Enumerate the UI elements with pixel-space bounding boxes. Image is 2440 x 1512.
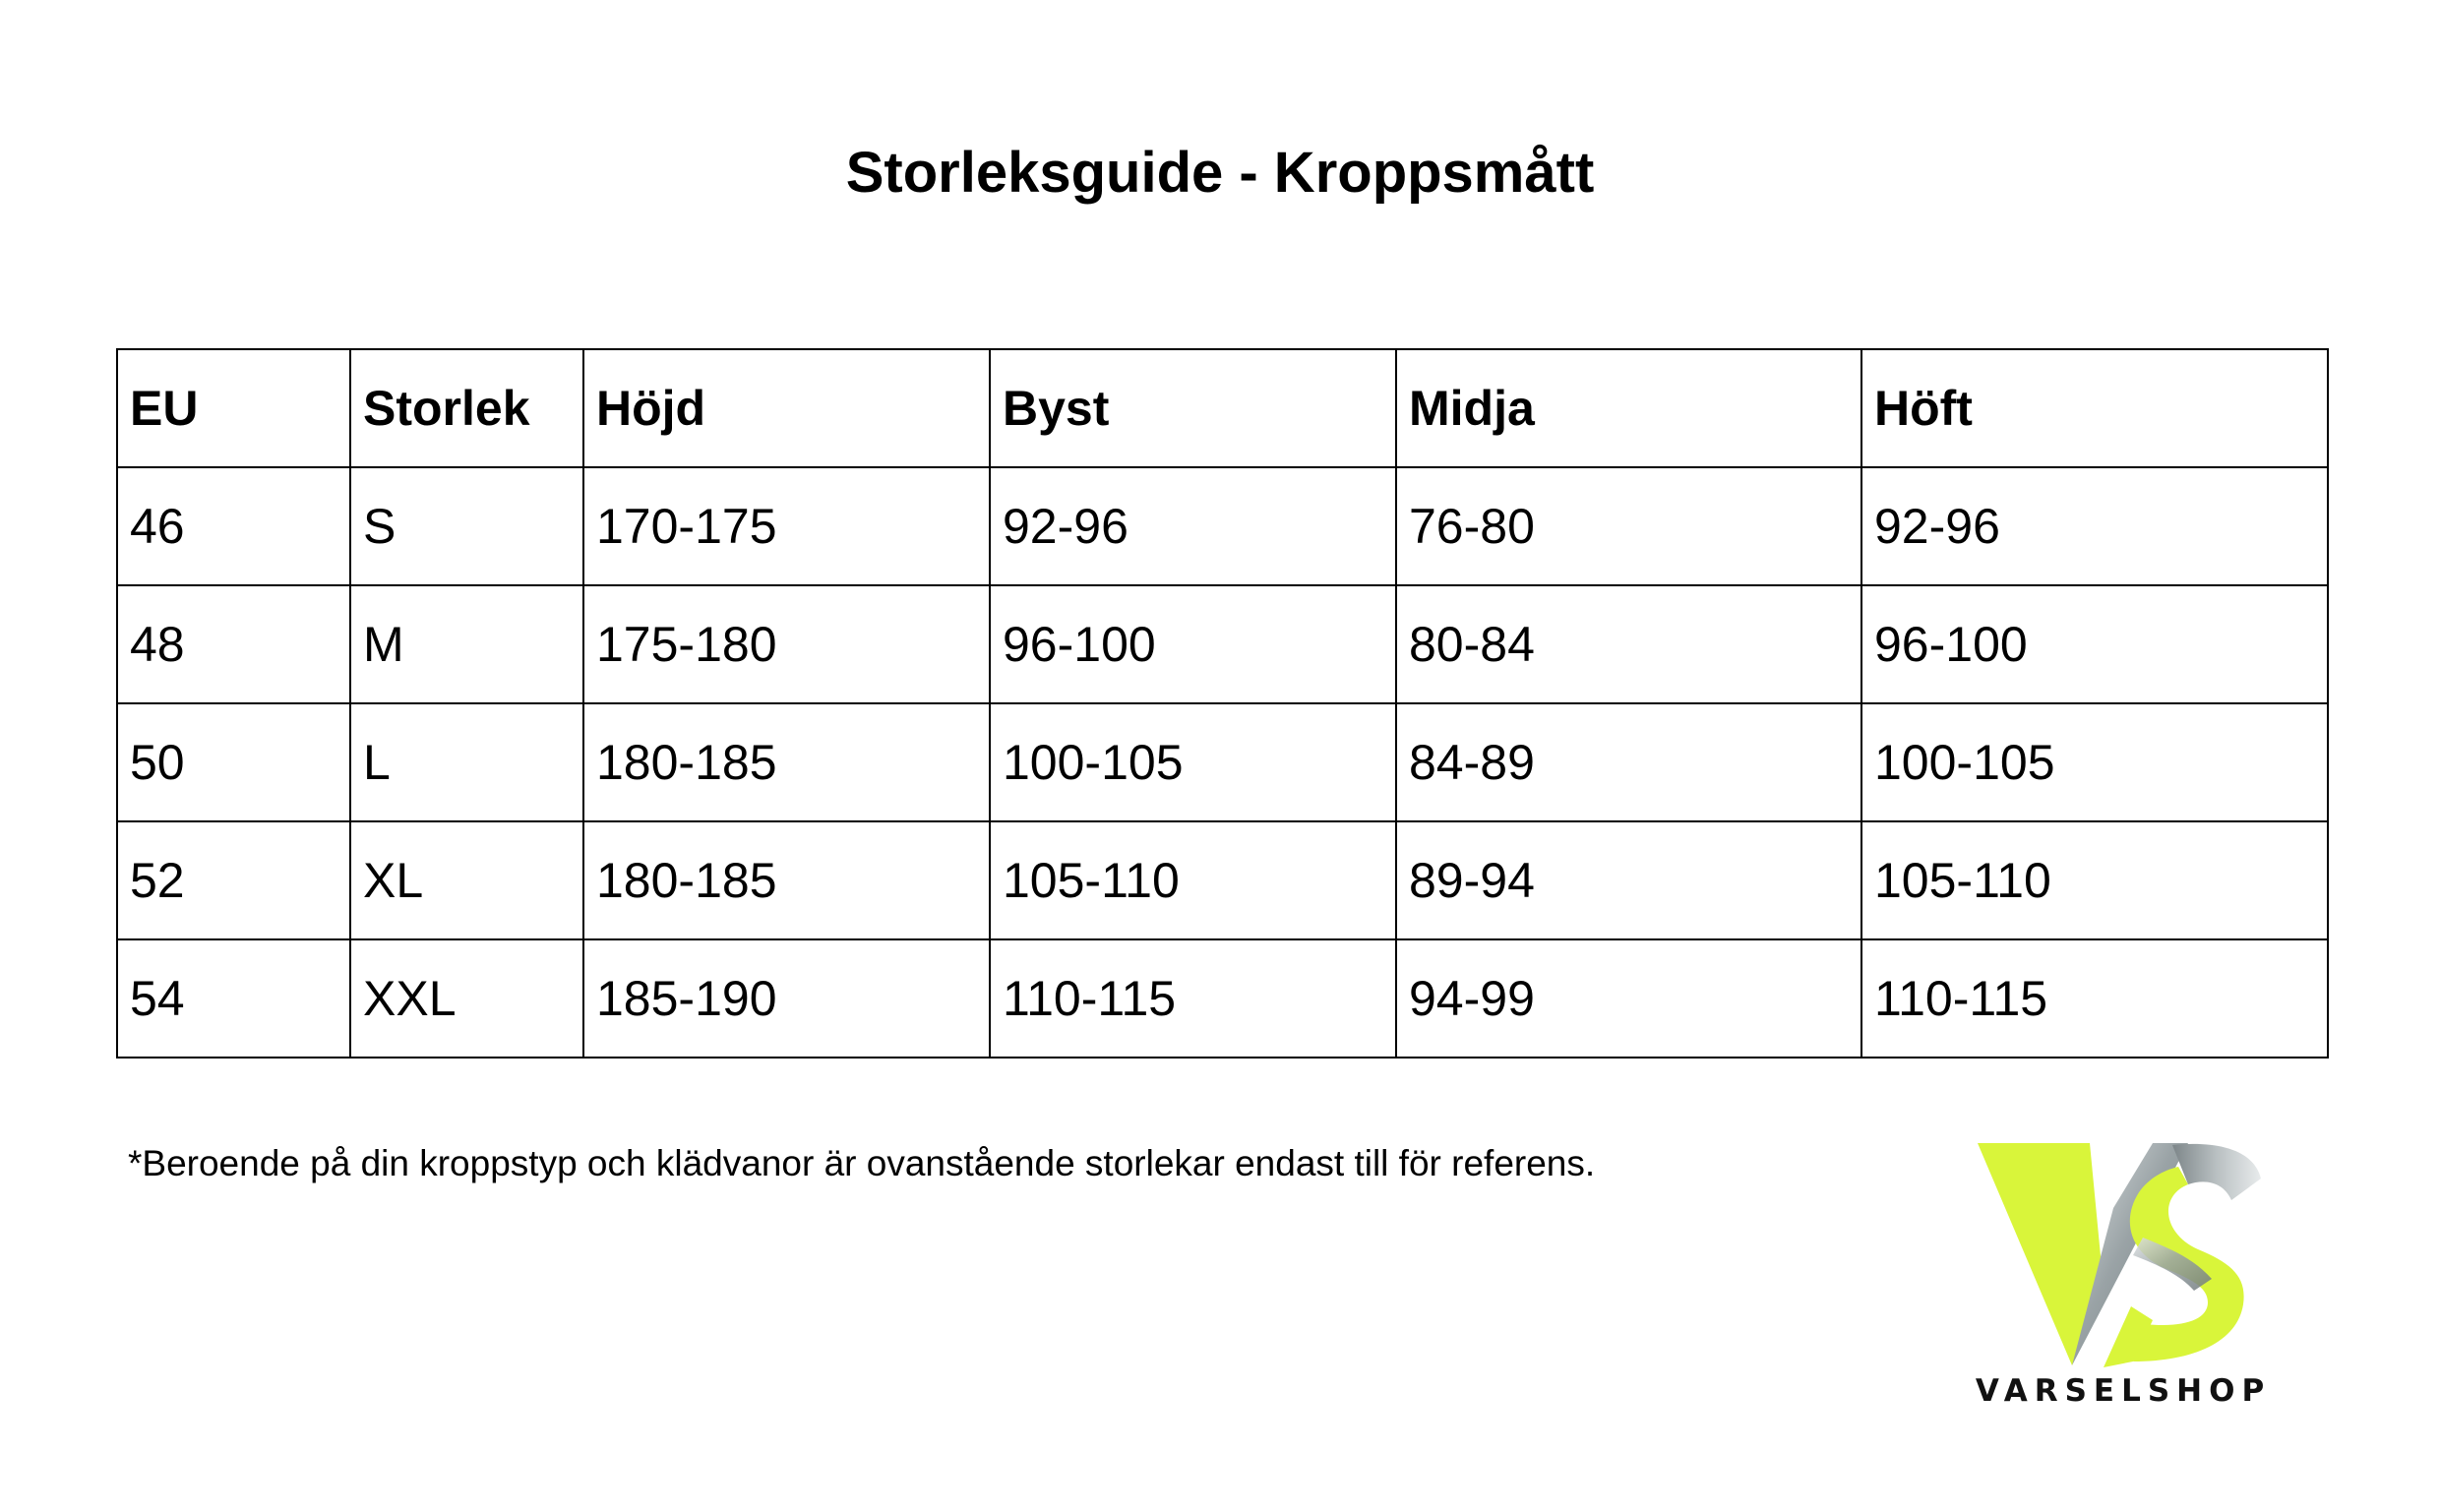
cell-byst: 96-100 [990,585,1396,703]
vs-logo-icon [1966,1139,2281,1371]
cell-eu: 48 [117,585,350,703]
table-row [117,467,2328,585]
varselshop-logo [1966,1139,2281,1424]
cell-hojd: 170-175 [583,467,990,585]
size-table [116,348,2329,1058]
cell-byst: 110-115 [990,939,1396,1058]
cell-eu: 52 [117,821,350,939]
cell-byst: 92-96 [990,467,1396,585]
header-eu: EU [117,349,350,467]
header-hojd: Höjd [583,349,990,467]
cell-midja: 84-89 [1396,703,1861,821]
cell-storlek: M [350,585,583,703]
header-byst: Byst [990,349,1396,467]
cell-hojd: 175-180 [583,585,990,703]
cell-midja: 89-94 [1396,821,1861,939]
cell-hoft: 110-115 [1861,939,2328,1058]
cell-hojd: 180-185 [583,703,990,821]
page-title: Storleksguide - Kroppsmått [845,141,1595,205]
cell-midja: 76-80 [1396,467,1861,585]
cell-hoft: 105-110 [1861,821,2328,939]
table-row [117,585,2328,703]
cell-byst: 100-105 [990,703,1396,821]
cell-storlek: S [350,467,583,585]
cell-eu: 46 [117,467,350,585]
cell-storlek: L [350,703,583,821]
cell-byst: 105-110 [990,821,1396,939]
cell-hoft: 96-100 [1861,585,2328,703]
cell-hojd: 180-185 [583,821,990,939]
table-header-row [117,349,2328,467]
header-storlek: Storlek [350,349,583,467]
cell-eu: 50 [117,703,350,821]
cell-hoft: 92-96 [1861,467,2328,585]
cell-storlek: XXL [350,939,583,1058]
cell-storlek: XL [350,821,583,939]
cell-midja: 94-99 [1396,939,1861,1058]
footnote: *Beroende på din kroppstyp och klädvanor är ovanstående storlekar endast till för referens. [128,1143,1596,1183]
cell-hojd: 185-190 [583,939,990,1058]
table-row [117,821,2328,939]
header-hoft: Höft [1861,349,2328,467]
header-midja: Midja [1396,349,1861,467]
cell-hoft: 100-105 [1861,703,2328,821]
table-row [117,939,2328,1058]
cell-eu: 54 [117,939,350,1058]
logo-text: VARSELSHOP [1975,1373,2272,1409]
table-row [117,703,2328,821]
cell-midja: 80-84 [1396,585,1861,703]
